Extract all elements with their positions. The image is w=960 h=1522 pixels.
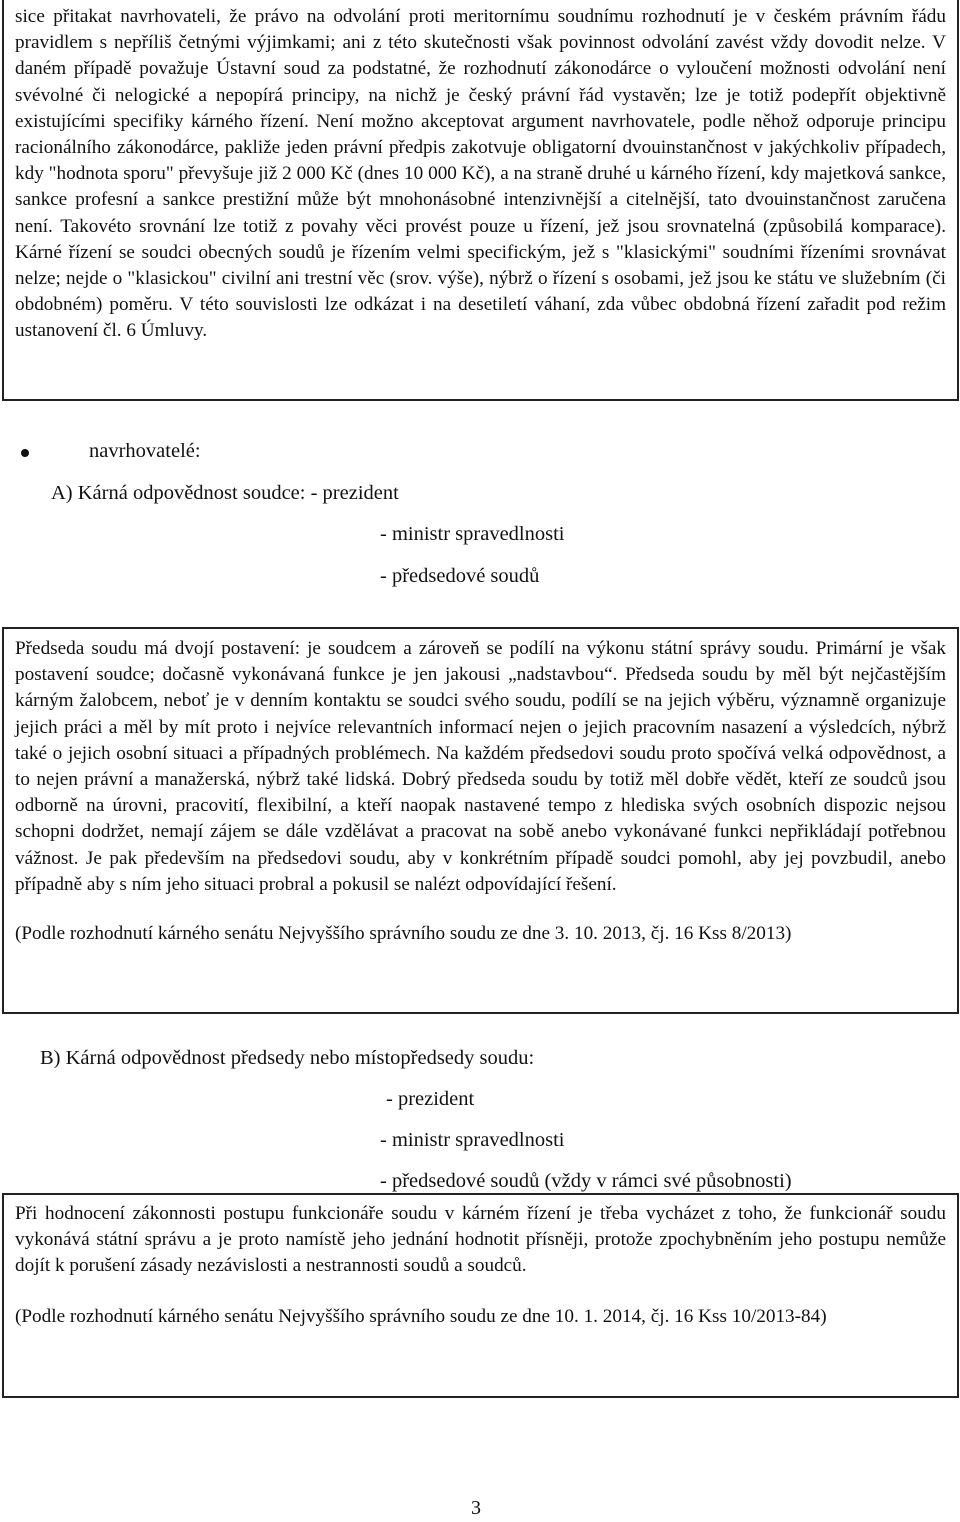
- section-b-title: B) Kárná odpovědnost předsedy nebo místopředsedy soudu:: [40, 1047, 535, 1069]
- box-b-citation: (Podle rozhodnutí kárného senátu Nejvyššího správního soudu ze dne 10. 1. 2014, čj. 16 Kss 10/2013-84): [15, 1305, 827, 1327]
- section-a-item: - ministr spravedlnosti: [380, 523, 565, 545]
- page-number: 3: [471, 1497, 481, 1519]
- box-b-paragraph: Při hodnocení zákonnosti postupu funkcionáře soudu v kárném řízení je třeba vycházet z toho, že funkcionář soudu vykonává státní správu a je proto namístě jeho jednání hodnotit přísněji, protože zpochybněním jeho postupu nemůže dojít k porušení zásady nezávislosti a nestrannosti soudů a soudců.: [15, 1203, 946, 1277]
- section-a-item: - předsedové soudů: [380, 565, 540, 587]
- box-a-citation: (Podle rozhodnutí kárného senátu Nejvyššího správního soudu ze dne 3. 10. 2013, čj. 16 Kss 8/2013): [15, 923, 792, 945]
- section-a-title: A) Kárná odpovědnost soudce: - prezident: [51, 482, 399, 504]
- box-a-paragraph: Předseda soudu má dvojí postavení: je soudcem a zároveň se podílí na výkonu státní správy soudu. Primární je však postavení soudce; dočasně vykonávaná funkce je jen jakousi „nadstavbou“. Předseda soudu by měl být nejčastějším kárným žalobcem, neboť je v denním kontaktu se soudci svého soudu, podílí se na jejich výběru, významně organizuje jejich práci a měl by mít proto i nejvíce relevantních informací nejen o jejich pracovním nasazení a výsledcích, nýbrž také o jejich osobní situaci a případných problémech. Na každém předsedovi soudu proto spočívá velká odpovědnost, a to nejen právní a manažerská, nýbrž také lidská. Dobrý předseda soudu by totiž měl dobře vědět, kteří ze soudců jsou odborně na úrovni, pracovití, flexibilní, a kteří naopak nastavené tempo z hlediska svých osobních dispozic nejsou schopni dodržet, nemají zájem se dále vzdělávat a pracovat na sobě anebo vykonávané funkci nepřikládají potřebnou vážnost. Je pak především na předsedovi soudu, aby v konkrétním případě soudci pomohl, aby jej povzbudil, anebo případně aby s ním jeho situaci probral a pokusil se nalézt odpovídající řešení.: [15, 638, 946, 895]
- section-b-item: - ministr spravedlnosti: [380, 1129, 565, 1151]
- box-a: [2, 627, 959, 1014]
- section-b-item: - prezident: [386, 1088, 475, 1110]
- top-paragraph: sice přitakat navrhovateli, že právo na odvolání proti meritornímu soudnímu rozhodnutí je v českém právním řádu pravidlem s nepříliš četnými výjimkami; ani z této skutečnosti však povinnost odvolání zavést vždy dovodit nelze. V daném případě považuje Ústavní soud za podstatné, že rozhodnutí zákonodárce o vyloučení možnosti odvolání není svévolné či nelogické a nepopírá principy, na nichž je český právní řád vystavěn; lze je totiž podepřít objektivně existujícími specifiky kárného řízení. Není možno akceptovat argument navrhovatele, podle něhož odporuje principu racionálního zákonodárce, pakliže jeden právní předpis zakotvuje obligatorní dvouinstančnost v jakýchkoliv případech, kdy "hodnota sporu" převyšuje již 2 000 Kč (dnes 10 000 Kč), a na straně druhé u kárného řízení, kdy majetková sankce, sankce profesní a sankce prestižní může být mnohonásobné intenzivnější a citelnější, tato dvouinstančnost zaručena není. Takovéto srovnání lze totiž z povahy věci provést pouze u řízení, jež jsou srovnatelná (způsobilá komparace). Kárné řízení se soudci obecných soudů je řízením velmi specifickým, jež s "klasickými" soudními řízeními srovnávat nelze; nejde o "klasickou" civilní ani trestní věc (srov. výše), nýbrž o řízení s osobami, jež jsou ke státu ve služebním (či obdobném) poměru. V této souvislosti lze odkázat i na desetiletí váhaní, zda vůbec obdobná řízení zařadit pod režim ustanovení čl. 6 Úmluvy.: [15, 6, 946, 342]
- top-text-box: [2, 0, 959, 401]
- section-b-item: - předsedové soudů (vždy v rámci své působnosti): [380, 1170, 792, 1192]
- section-heading: navrhovatelé:: [89, 440, 201, 462]
- box-b: [2, 1193, 959, 1398]
- bullet-icon: [21, 449, 29, 457]
